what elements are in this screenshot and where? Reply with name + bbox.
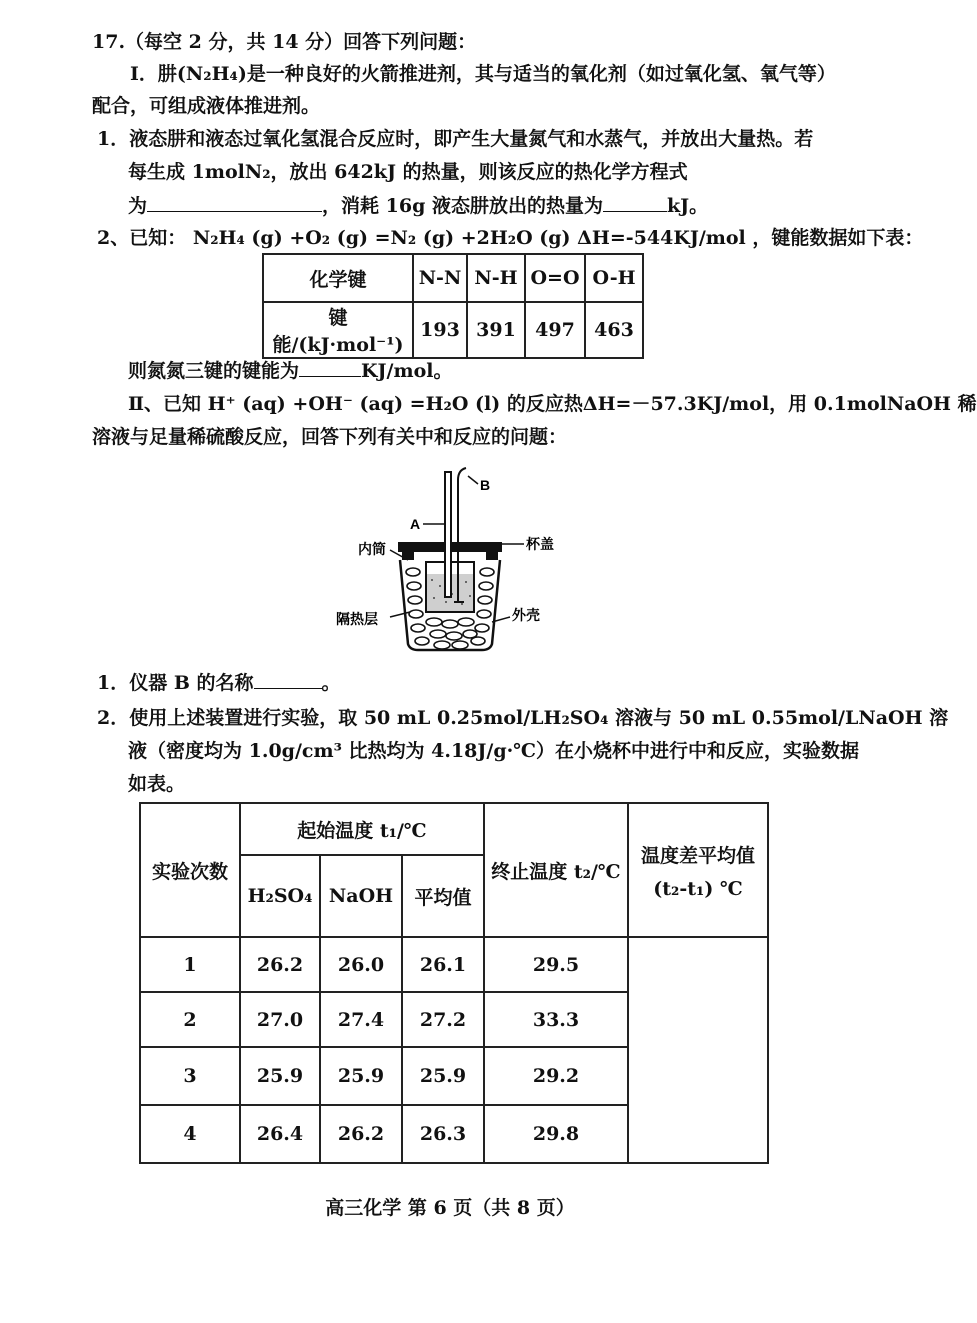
bond-header-oo: O=O	[525, 254, 585, 302]
q1-line1: 1．液态肼和液态过氧化氢混合反应时，即产生大量氮气和水蒸气，并放出大量热。若	[97, 128, 814, 150]
col-temp-diff-line1: 温度差平均值	[640, 844, 755, 867]
label-lid: 杯盖	[526, 537, 554, 553]
trial-avg: 26.1	[402, 937, 484, 992]
bond-header-nh: N-H	[467, 254, 525, 302]
label-insulation: 隔热层	[336, 612, 378, 628]
bond-energy-table	[262, 253, 644, 359]
col-temp-diff	[628, 803, 768, 937]
q2-after-prefix: 则氮氮三键的键能为	[128, 360, 300, 382]
part2-intro-line1: Ⅱ、已知 H⁺ (aq) +OH⁻ (aq) =H₂O (l) 的反应热ΔH=－57.3KJ/mol，用 0.1molNaOH 稀	[128, 393, 977, 415]
p2-q1-prefix: 1．仪器 B 的名称	[97, 672, 254, 694]
trial-naoh: 26.0	[320, 937, 402, 992]
thermometer	[445, 472, 451, 597]
col-end-temp: 终止温度 t₂/℃	[484, 803, 628, 937]
temp-diff-answer-cell[interactable]	[628, 937, 768, 1163]
bond-header-nn: N-N	[413, 254, 467, 302]
sub-naoh: NaOH	[320, 855, 402, 937]
q1-line2: 每生成 1molN₂，放出 642kJ 的热量，则该反应的热化学方程式	[128, 161, 688, 183]
q2-after-line	[128, 358, 452, 383]
q1-line3-prefix: 为	[128, 195, 148, 217]
label-a: A	[410, 516, 421, 532]
bond-header-oh: O-H	[585, 254, 643, 302]
trial-t2: 33.3	[484, 992, 628, 1047]
trial-naoh: 27.4	[320, 992, 402, 1047]
col-trials: 实验次数	[140, 803, 240, 937]
label-inner-cup: 内筒	[358, 542, 386, 558]
calorimeter-diagram	[330, 462, 590, 662]
part1-intro-line2: 配合，可组成液体推进剂。	[92, 95, 321, 117]
trial-h2so4: 26.4	[240, 1105, 320, 1163]
trial-number: 2	[140, 992, 240, 1047]
q2-suffix: ，键能数据如下表：	[752, 227, 924, 249]
trial-naoh: 25.9	[320, 1047, 402, 1105]
p2-q1-line	[97, 670, 341, 695]
q2-prefix: 2、已知：	[97, 227, 187, 249]
answer-blank-heat[interactable]	[603, 193, 667, 212]
label-b: B	[480, 477, 491, 493]
experiment-data-table	[139, 802, 769, 1164]
p2-q2-line3: 如表。	[128, 773, 186, 795]
trial-t2: 29.2	[484, 1047, 628, 1105]
answer-blank-equation[interactable]	[147, 193, 322, 212]
bond-value-oo: 497	[525, 302, 585, 358]
trial-naoh: 26.2	[320, 1105, 402, 1163]
trial-avg: 27.2	[402, 992, 484, 1047]
q1-line3-unit: kJ。	[666, 195, 709, 217]
bond-row-label: 键能/(kJ·mol⁻¹)	[263, 302, 413, 358]
trial-avg: 25.9	[402, 1047, 484, 1105]
col-start-temp: 起始温度 t₁/℃	[240, 803, 484, 855]
bond-value-nn: 193	[413, 302, 467, 358]
trial-t2: 29.5	[484, 937, 628, 992]
question-header: 17.（每空 2 分，共 14 分）回答下列问题：	[92, 31, 477, 53]
bond-value-nh: 391	[467, 302, 525, 358]
bond-value-oh: 463	[585, 302, 643, 358]
answer-blank-bond-energy[interactable]	[299, 358, 361, 377]
trial-h2so4: 26.2	[240, 937, 320, 992]
p2-q2-line2: 液（密度均为 1.0g/cm³ 比热均为 4.18J/g·℃）在小烧杯中进行中和反应，实验数据	[128, 740, 859, 762]
trial-t2: 29.8	[484, 1105, 628, 1163]
part2-intro-line2: 溶液与足量稀硫酸反应，回答下列有关中和反应的问题：	[92, 426, 568, 448]
part1-intro-line1: Ⅰ．肼(N₂H₄)是一种良好的火箭推进剂，其与适当的氧化剂（如过氧化氢、氧气等）	[130, 63, 836, 85]
q1-line3-middle: ，消耗 16g 液态肼放出的热量为	[322, 195, 603, 217]
q2-after-unit: KJ/mol。	[361, 360, 453, 382]
trial-number: 1	[140, 937, 240, 992]
trial-h2so4: 25.9	[240, 1047, 320, 1105]
sub-avg: 平均值	[402, 855, 484, 937]
label-shell: 外壳	[512, 608, 540, 624]
col-temp-diff-line2: (t₂-t₁) ℃	[653, 877, 743, 900]
trial-h2so4: 27.0	[240, 992, 320, 1047]
trial-number: 3	[140, 1047, 240, 1105]
q2-equation: N₂H₄ (g) +O₂ (g) =N₂ (g) +2H₂O (g) ΔH=-544KJ/mol	[192, 227, 746, 249]
p2-q1-end: 。	[321, 672, 341, 694]
page-footer: 高三化学 第 6 页（共 8 页）	[325, 1197, 575, 1219]
q1-line3	[128, 193, 708, 218]
answer-blank-instrument[interactable]	[254, 670, 322, 689]
trial-avg: 26.3	[402, 1105, 484, 1163]
bond-header-label: 化学键	[263, 254, 413, 302]
p2-q2-line1: 2．使用上述装置进行实验，取 50 mL 0.25mol/LH₂SO₄ 溶液与 50 mL 0.55mol/LNaOH 溶	[97, 707, 949, 729]
sub-h2so4: H₂SO₄	[240, 855, 320, 937]
q2-line	[97, 226, 923, 250]
trial-number: 4	[140, 1105, 240, 1163]
